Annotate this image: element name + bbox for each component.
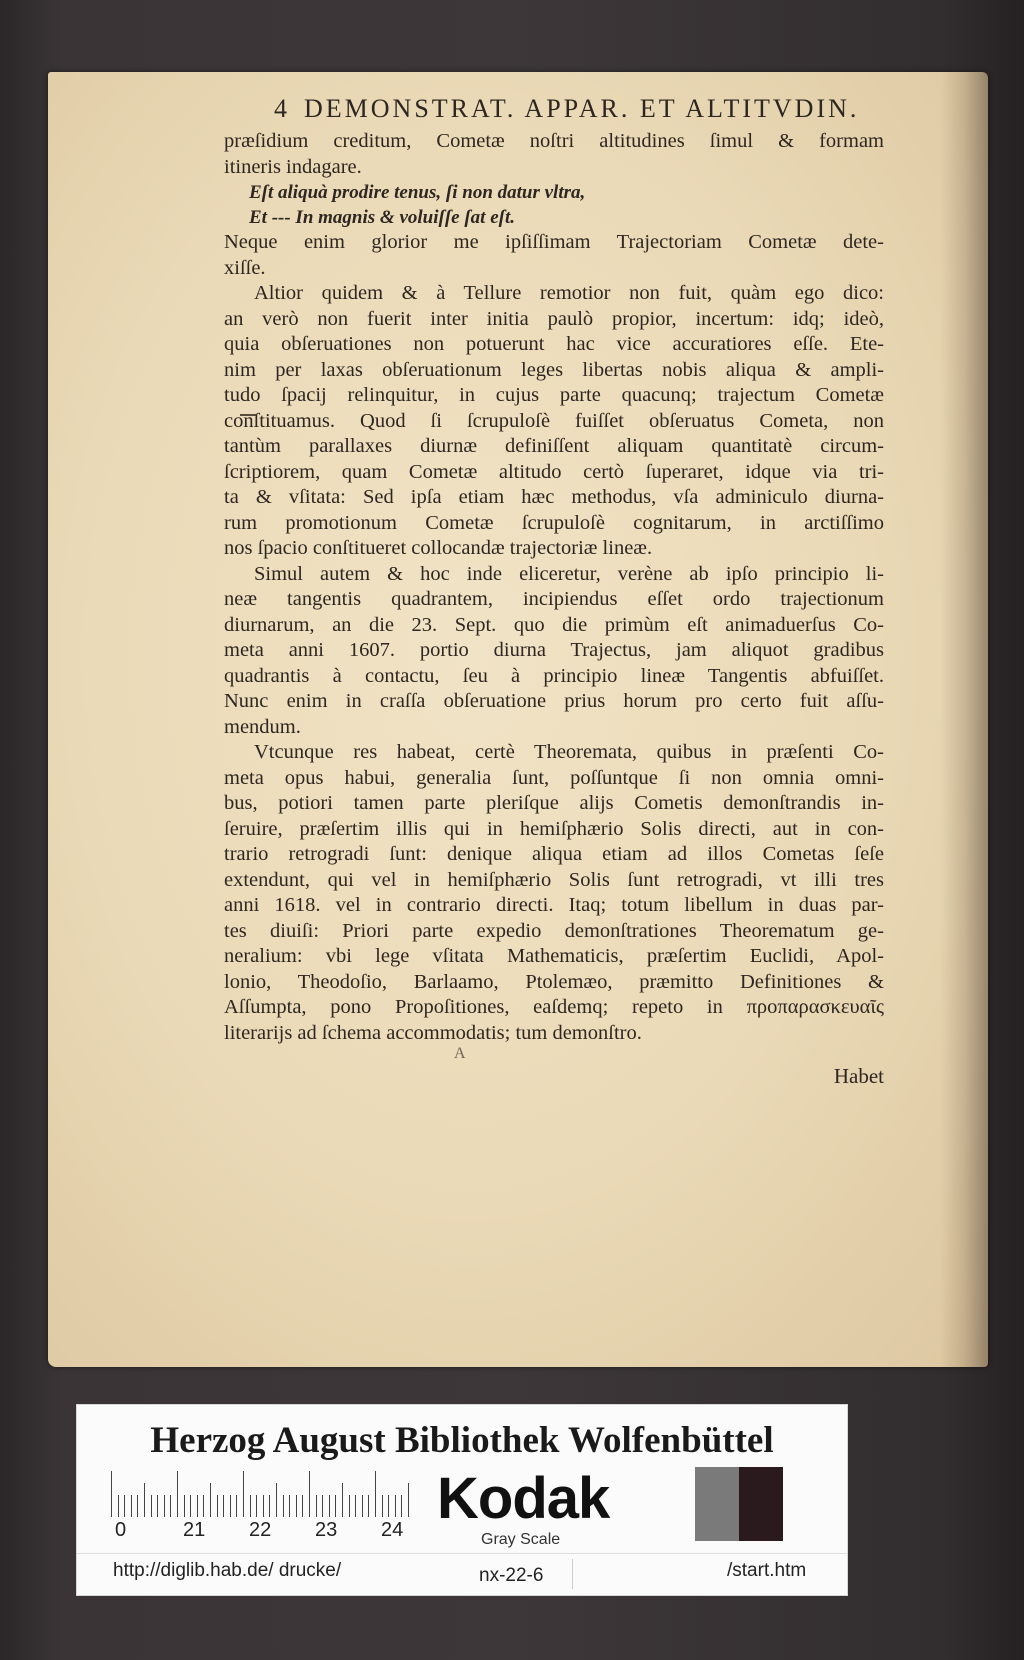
ruler-tick <box>144 1483 145 1517</box>
library-label-card <box>76 1404 848 1596</box>
ruler-tick <box>395 1495 396 1517</box>
text-line: diurnarum, an die 23. Sept. quo die primùm eſt animaduerſus Co- <box>224 613 884 636</box>
ruler-number: 23 <box>315 1519 338 1541</box>
ruler-tick <box>322 1495 323 1517</box>
shelfmark: nx-22-6 <box>479 1565 544 1586</box>
text-line: præſidium creditum, Cometæ noſtri altitudines ſimul & formam <box>224 130 884 152</box>
text-line: lonio, Theodoſio, Barlaamo, Ptolemæo, præmitto Definitiones & <box>224 970 884 993</box>
ruler-tick <box>177 1471 178 1517</box>
start-url: /start.htm <box>727 1560 807 1581</box>
text-line: an verò non fuerit inter initia paulò propior, incertum: idq; ideò, <box>224 307 884 330</box>
paragraph-first-line: Vtcunque res habeat, certè Theoremata, quibus in præſenti Co- <box>254 741 884 763</box>
label-separator <box>572 1559 573 1589</box>
text-line: neæ tangentis quadrantem, incipiendus eſſet ordo trajectionum <box>224 588 884 610</box>
text-line: quadrantis à contactu, ſeu à principio lineæ Tangentis abfuiſſet. <box>224 664 884 687</box>
ruler-tick <box>137 1495 138 1517</box>
ruler-number: 21 <box>183 1519 206 1541</box>
ruler-tick <box>203 1495 204 1517</box>
ruler-tick <box>170 1495 171 1517</box>
ruler-tick <box>342 1483 343 1517</box>
ruler-tick <box>111 1471 112 1517</box>
ruler-tick <box>250 1495 251 1517</box>
text-line: meta anni 1607. portio diurna Trajectus, jam aliquot gradibus <box>224 639 884 661</box>
ruler-numbers <box>107 1519 437 1543</box>
verse-line: Eſt aliquà prodire tenus, ſi non datur vltra, <box>249 182 586 203</box>
text-line: tantùm parallaxes diurnæ definiſſent aliquam quantitatè circum- <box>224 435 884 457</box>
text-line: literarijs ad ſchema accommodatis; tum demonſtro. <box>224 1021 642 1044</box>
ruler-tick <box>349 1495 350 1517</box>
text-line: xiſſe. <box>224 256 266 279</box>
ruler-tick <box>184 1495 185 1517</box>
page-text <box>224 93 884 1090</box>
ruler-tick <box>230 1495 231 1517</box>
label-divider <box>77 1553 847 1554</box>
ruler-tick <box>309 1471 310 1517</box>
ruler-tick <box>263 1495 264 1517</box>
ruler-tick <box>401 1495 402 1517</box>
ruler-tick <box>217 1495 218 1517</box>
ruler-tick <box>118 1495 119 1517</box>
text-line: Neque enim glorior me ipſiſſimam Trajectoriam Cometæ dete- <box>224 231 884 253</box>
ruler-tick <box>151 1495 152 1517</box>
running-head-title: DEMONSTRAT. APPAR. ET ALTITVDIN. <box>304 94 860 123</box>
ruler-tick <box>362 1495 363 1517</box>
library-title: Herzog August Bibliothek Wolfenbüttel <box>150 1420 774 1461</box>
text-line: nim per laxas obſeruationum leges libertas nobis aliqua & ampli- <box>224 358 884 381</box>
ruler-tick <box>269 1495 270 1517</box>
ruler-tick <box>223 1495 224 1517</box>
ruler-tick <box>164 1495 165 1517</box>
text-line: anni 1618. vel in contrario directi. Itaq; totum libellum in duas par- <box>224 894 884 916</box>
ruler-tick <box>190 1495 191 1517</box>
text-line: ſcriptiorem, quam Cometæ altitudo certò ſuperaret, idque via tri- <box>224 460 884 483</box>
ruler-tick <box>302 1495 303 1517</box>
paragraph-first-line: Simul autem & hoc inde eliceretur, verène ab ipſo principio li- <box>254 562 884 585</box>
ruler-tick <box>283 1495 284 1517</box>
ruler-number: 22 <box>249 1519 272 1541</box>
gray-swatch <box>695 1467 739 1541</box>
text-line: Nunc enim in craſſa obſeruatione prius horum pro certo fuit aſſu- <box>224 690 884 712</box>
ruler-tick <box>355 1495 356 1517</box>
dark-swatch <box>739 1467 783 1541</box>
text-line: itineris indagare. <box>224 155 362 178</box>
ruler-tick <box>289 1495 290 1517</box>
ruler-tick <box>236 1495 237 1517</box>
paragraph-first-line: Altior quidem & à Tellure remotior non fuit, quàm ego dico: <box>254 282 884 304</box>
text-line: neralium: vbi lege vſitata Mathematicis, præſertim Euclidi, Apol- <box>224 945 884 967</box>
text-line: rum promotionum Cometæ ſcrupuloſè cognitarum, in arctiſſimo <box>224 511 884 534</box>
gray-scale-caption: Gray Scale <box>481 1531 561 1548</box>
ruler-tick <box>329 1495 330 1517</box>
ruler-tick <box>157 1495 158 1517</box>
ruler-number: 24 <box>381 1519 404 1541</box>
page-number: 4 <box>274 94 290 123</box>
verse-line: Et --- In magnis & voluiſſe ſat eſt. <box>249 207 515 228</box>
ruler-tick <box>316 1495 317 1517</box>
text-line: quia obſeruationes non potuerunt hac vice accuratiores eſſe. Ete- <box>224 333 884 355</box>
ruler-tick <box>243 1471 244 1517</box>
scale-ruler <box>111 1471 411 1517</box>
ruler-tick <box>388 1495 389 1517</box>
ruler-tick <box>382 1495 383 1517</box>
ruler-tick <box>124 1495 125 1517</box>
text-line: extendunt, qui vel in hemiſphærio Solis ſunt retrogradi, vt illi tres <box>224 868 884 891</box>
text-line: nos ſpacio conſtitueret collocandæ trajectoriæ lineæ. <box>224 537 653 559</box>
page-gutter-shadow <box>940 72 988 1367</box>
running-head <box>274 93 884 125</box>
text-line: trario retrogradi ſunt: denique aliqua etiam ad illos Cometas ſeſe <box>224 843 884 865</box>
library-url: http://diglib.hab.de/ drucke/ <box>113 1560 342 1581</box>
text-line: Aſſumpta, pono Propoſitiones, eaſdemq; repeto in προπαρασκευαῖς <box>224 996 884 1018</box>
ruler-tick <box>368 1495 369 1517</box>
ruler-tick <box>335 1495 336 1517</box>
catchword: Habet <box>833 1064 884 1088</box>
ruler-tick <box>210 1483 211 1517</box>
ruler-tick <box>256 1495 257 1517</box>
signature-mark: A <box>454 1045 466 1062</box>
ruler-tick <box>131 1495 132 1517</box>
ruler-tick <box>375 1471 376 1517</box>
ruler-tick <box>296 1495 297 1517</box>
text-line: tudo ſpacij relinquitur, in cujus parte quacunq; trajectum Cometæ <box>224 384 884 406</box>
text-line: mendum. <box>224 715 301 738</box>
ruler-tick <box>408 1483 409 1517</box>
ruler-tick <box>276 1483 277 1517</box>
text-line: meta opus habui, generalia ſunt, poſſuntque ſi non omnia omni- <box>224 766 884 789</box>
text-line: ta & vſitata: Sed ipſa etiam hæc methodus, vſa adminiculo diurna- <box>224 486 884 508</box>
kodak-logo: Kodak <box>437 1466 610 1531</box>
text-line: bus, potiori tamen parte pleriſque alijs Cometis demonſtrandis in- <box>224 792 884 814</box>
ruler-tick <box>197 1495 198 1517</box>
text-line: ſeruire, præſertim illis qui in hemiſphærio Solis directi, aut in con- <box>224 817 884 840</box>
ruler-number: 0 <box>115 1519 127 1541</box>
text-line: conſtituamus. Quod ſi ſcrupuloſè fuiſſet obſeruatus Cometa, non <box>224 409 884 432</box>
text-line: tes diuiſi: Priori parte expedio demonſtrationes Theorematum ge- <box>224 919 884 942</box>
